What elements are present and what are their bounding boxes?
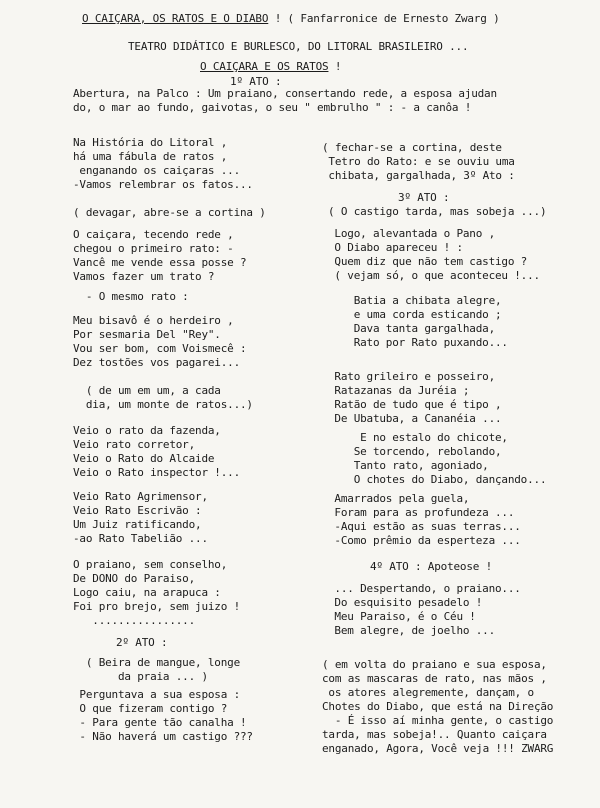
verse-line: -Como prêmio da esperteza ... xyxy=(328,534,521,547)
act-1-heading: 1º ATO : xyxy=(230,75,282,88)
stage-direction: da praia ... ) xyxy=(73,670,208,683)
left-stanza-4 xyxy=(73,424,240,480)
stage-direction: ( Beira de mangue, longe xyxy=(73,656,240,669)
act-2-heading: 2º ATO : xyxy=(116,636,168,649)
verse-line: Rato grileiro e posseiro, xyxy=(328,370,495,383)
verse-line: -Vamos relembrar os fatos... xyxy=(73,178,253,191)
verse-line: há uma fábula de ratos , xyxy=(73,150,228,163)
act-1-opening xyxy=(73,87,497,115)
left-stanza-7 xyxy=(73,688,253,744)
verse-line: Foram para as profundeza ... xyxy=(328,506,515,519)
left-stage-direction-3 xyxy=(73,656,240,684)
verse-line: Dez tostões vos pagarei... xyxy=(73,356,240,369)
finale-line: tarda, mas sobeja!.. Quanto caiçara xyxy=(322,728,547,741)
left-stanza-1 xyxy=(73,136,253,192)
finale-line: com as mascaras de rato, nas mãos , xyxy=(322,672,547,685)
verse-line: Logo caiu, na arapuca : xyxy=(73,586,221,599)
finale-line: ( em volta do praiano e sua esposa, xyxy=(322,658,547,671)
verse-line: Veio o Rato inspector !... xyxy=(73,466,240,479)
verse-line: Meu bisavô é o herdeiro , xyxy=(73,314,234,327)
right-stanza-4 xyxy=(328,431,546,487)
verse-line: -Aqui estão as suas terras... xyxy=(328,520,521,533)
verse-line: enganando os caiçaras ... xyxy=(73,164,240,177)
stage-direction: ( O castigo tarda, mas sobeja ...) xyxy=(328,205,547,218)
finale-paragraph xyxy=(322,658,553,756)
verse-line: Se torcendo, rebolando, xyxy=(328,445,502,458)
right-stanza-1 xyxy=(328,227,540,283)
stage-direction: ( fechar-se a cortina, deste xyxy=(322,141,502,154)
verse-line: E no estalo do chicote, xyxy=(328,431,508,444)
left-stanza-2 xyxy=(73,228,246,284)
stage-direction: ( de um em um, a cada xyxy=(73,384,221,397)
verse-line: De Ubatuba, a Cananéia ... xyxy=(328,412,502,425)
verse-line: Batia a chibata alegre, xyxy=(328,294,502,307)
finale-line: - É isso aí minha gente, o castigo xyxy=(322,714,554,727)
verse-line: Veio Rato Escrivão : xyxy=(73,504,202,517)
verse-line: Do esquisito pesadelo ! xyxy=(328,596,483,609)
verse-line: e uma corda esticando ; xyxy=(328,308,502,321)
verse-line: O caiçara, tecendo rede , xyxy=(73,228,234,241)
title-2: O CAIÇARA E OS RATOS xyxy=(200,60,329,73)
verse-line: Na História do Litoral , xyxy=(73,136,228,149)
verse-line: Tanto rato, agoniado, xyxy=(328,459,489,472)
verse-line: chegou o primeiro rato: - xyxy=(73,242,234,255)
verse-line: Quem diz que não tem castigo ? xyxy=(328,255,528,268)
left-stanza-3 xyxy=(73,314,246,370)
verse-line: -ao Rato Tabelião ... xyxy=(73,532,208,545)
verse-line: Veio o rato da fazenda, xyxy=(73,424,221,437)
verse-line: Ratazanas da Juréia ; xyxy=(328,384,470,397)
verse-line: ( vejam só, o que aconteceu !... xyxy=(328,269,540,282)
verse-line: De DONO do Paraiso, xyxy=(73,572,196,585)
stage-direction: Tetro do Rato: e se ouviu uma xyxy=(322,155,515,168)
verse-line: O praiano, sem conselho, xyxy=(73,558,228,571)
header-line-1 xyxy=(82,12,500,25)
verse-line: Dava tanta gargalhada, xyxy=(328,322,495,335)
verse-line: O Diabo apareceu ! : xyxy=(328,241,463,254)
left-stanza-5 xyxy=(73,490,208,546)
right-stanza-6 xyxy=(328,582,521,638)
stage-direction: chibata, gargalhada, 3º Ato : xyxy=(322,169,515,182)
verse-line: Amarrados pela guela, xyxy=(328,492,470,505)
verse-line: ... Despertando, o praiano... xyxy=(328,582,521,595)
left-stage-direction-2 xyxy=(73,384,253,412)
verse-line: Logo, alevantada o Pano , xyxy=(328,227,495,240)
left-stage-direction-1 xyxy=(73,206,266,220)
finale-line: Chotes do Diabo, que está na Direção xyxy=(322,700,554,713)
verse-line: Vou ser bom, com Voismecê : xyxy=(73,342,247,355)
verse-line: Foi pro brejo, sem juizo ! xyxy=(73,600,240,613)
verse-line: - Não haverá um castigo ??? xyxy=(73,730,253,743)
right-stage-direction-1 xyxy=(322,141,515,183)
verse-line: Perguntava a sua esposa : xyxy=(73,688,240,701)
finale-line: enganado, Agora, Você veja !!! ZWARG xyxy=(322,742,554,755)
verse-line: Veio Rato Agrimensor, xyxy=(73,490,208,503)
right-stage-direction-2 xyxy=(328,205,546,219)
speaker-line: - O mesmo rato : xyxy=(73,290,189,303)
title-2-line xyxy=(200,60,341,73)
verse-line: Um Juiz ratificando, xyxy=(73,518,202,531)
finale-line: os atores alegremente, dançam, o xyxy=(322,686,534,699)
stage-direction: dia, um monte de ratos...) xyxy=(73,398,253,411)
verse-line: Rato por Rato puxando... xyxy=(328,336,508,349)
verse-line: Ratão de tudo que é tipo , xyxy=(328,398,502,411)
right-stanza-5 xyxy=(328,492,521,548)
title-separator: ! xyxy=(268,12,288,25)
verse-line: Por sesmaria Del "Rey". xyxy=(73,328,221,341)
verse-line: Bem alegre, de joelho ... xyxy=(328,624,495,637)
right-stanza-2 xyxy=(328,294,508,350)
opening-line: Abertura, na Palco : Um praiano, consertando rede, a esposa ajudan xyxy=(73,87,497,100)
title-2-mark: ! xyxy=(328,60,342,73)
verse-line: Vamos fazer um trato ? xyxy=(73,270,215,283)
left-stanza-6 xyxy=(73,558,240,628)
subtitle: TEATRO DIDÁTICO E BURLESCO, DO LITORAL BRASILEIRO ... xyxy=(128,40,469,53)
verse-line: Vancê me vende essa posse ? xyxy=(73,256,247,269)
main-title: O CAIÇARA, OS RATOS E O DIABO xyxy=(82,12,269,25)
title-author-note: ( Fanfarronice de Ernesto Zwarg ) xyxy=(287,12,500,25)
right-stanza-3 xyxy=(328,370,501,426)
act-3-heading: 3º ATO : xyxy=(398,191,450,204)
opening-line: do, o mar ao fundo, gaivotas, o seu " embrulho " : - a canôa ! xyxy=(73,101,472,114)
dotted-separator: ................ xyxy=(73,614,196,627)
verse-line: Meu Paraiso, é o Céu ! xyxy=(328,610,476,623)
left-speaker-note xyxy=(73,290,189,304)
verse-line: O chotes do Diabo, dançando... xyxy=(328,473,547,486)
verse-line: Veio o Rato do Alcaide xyxy=(73,452,215,465)
verse-line: Veio rato corretor, xyxy=(73,438,196,451)
verse-line: - Para gente tão canalha ! xyxy=(73,716,247,729)
verse-line: O que fizeram contigo ? xyxy=(73,702,228,715)
stage-direction: ( devagar, abre-se a cortina ) xyxy=(73,206,266,219)
act-4-heading: 4º ATO : Apoteose ! xyxy=(370,560,493,573)
